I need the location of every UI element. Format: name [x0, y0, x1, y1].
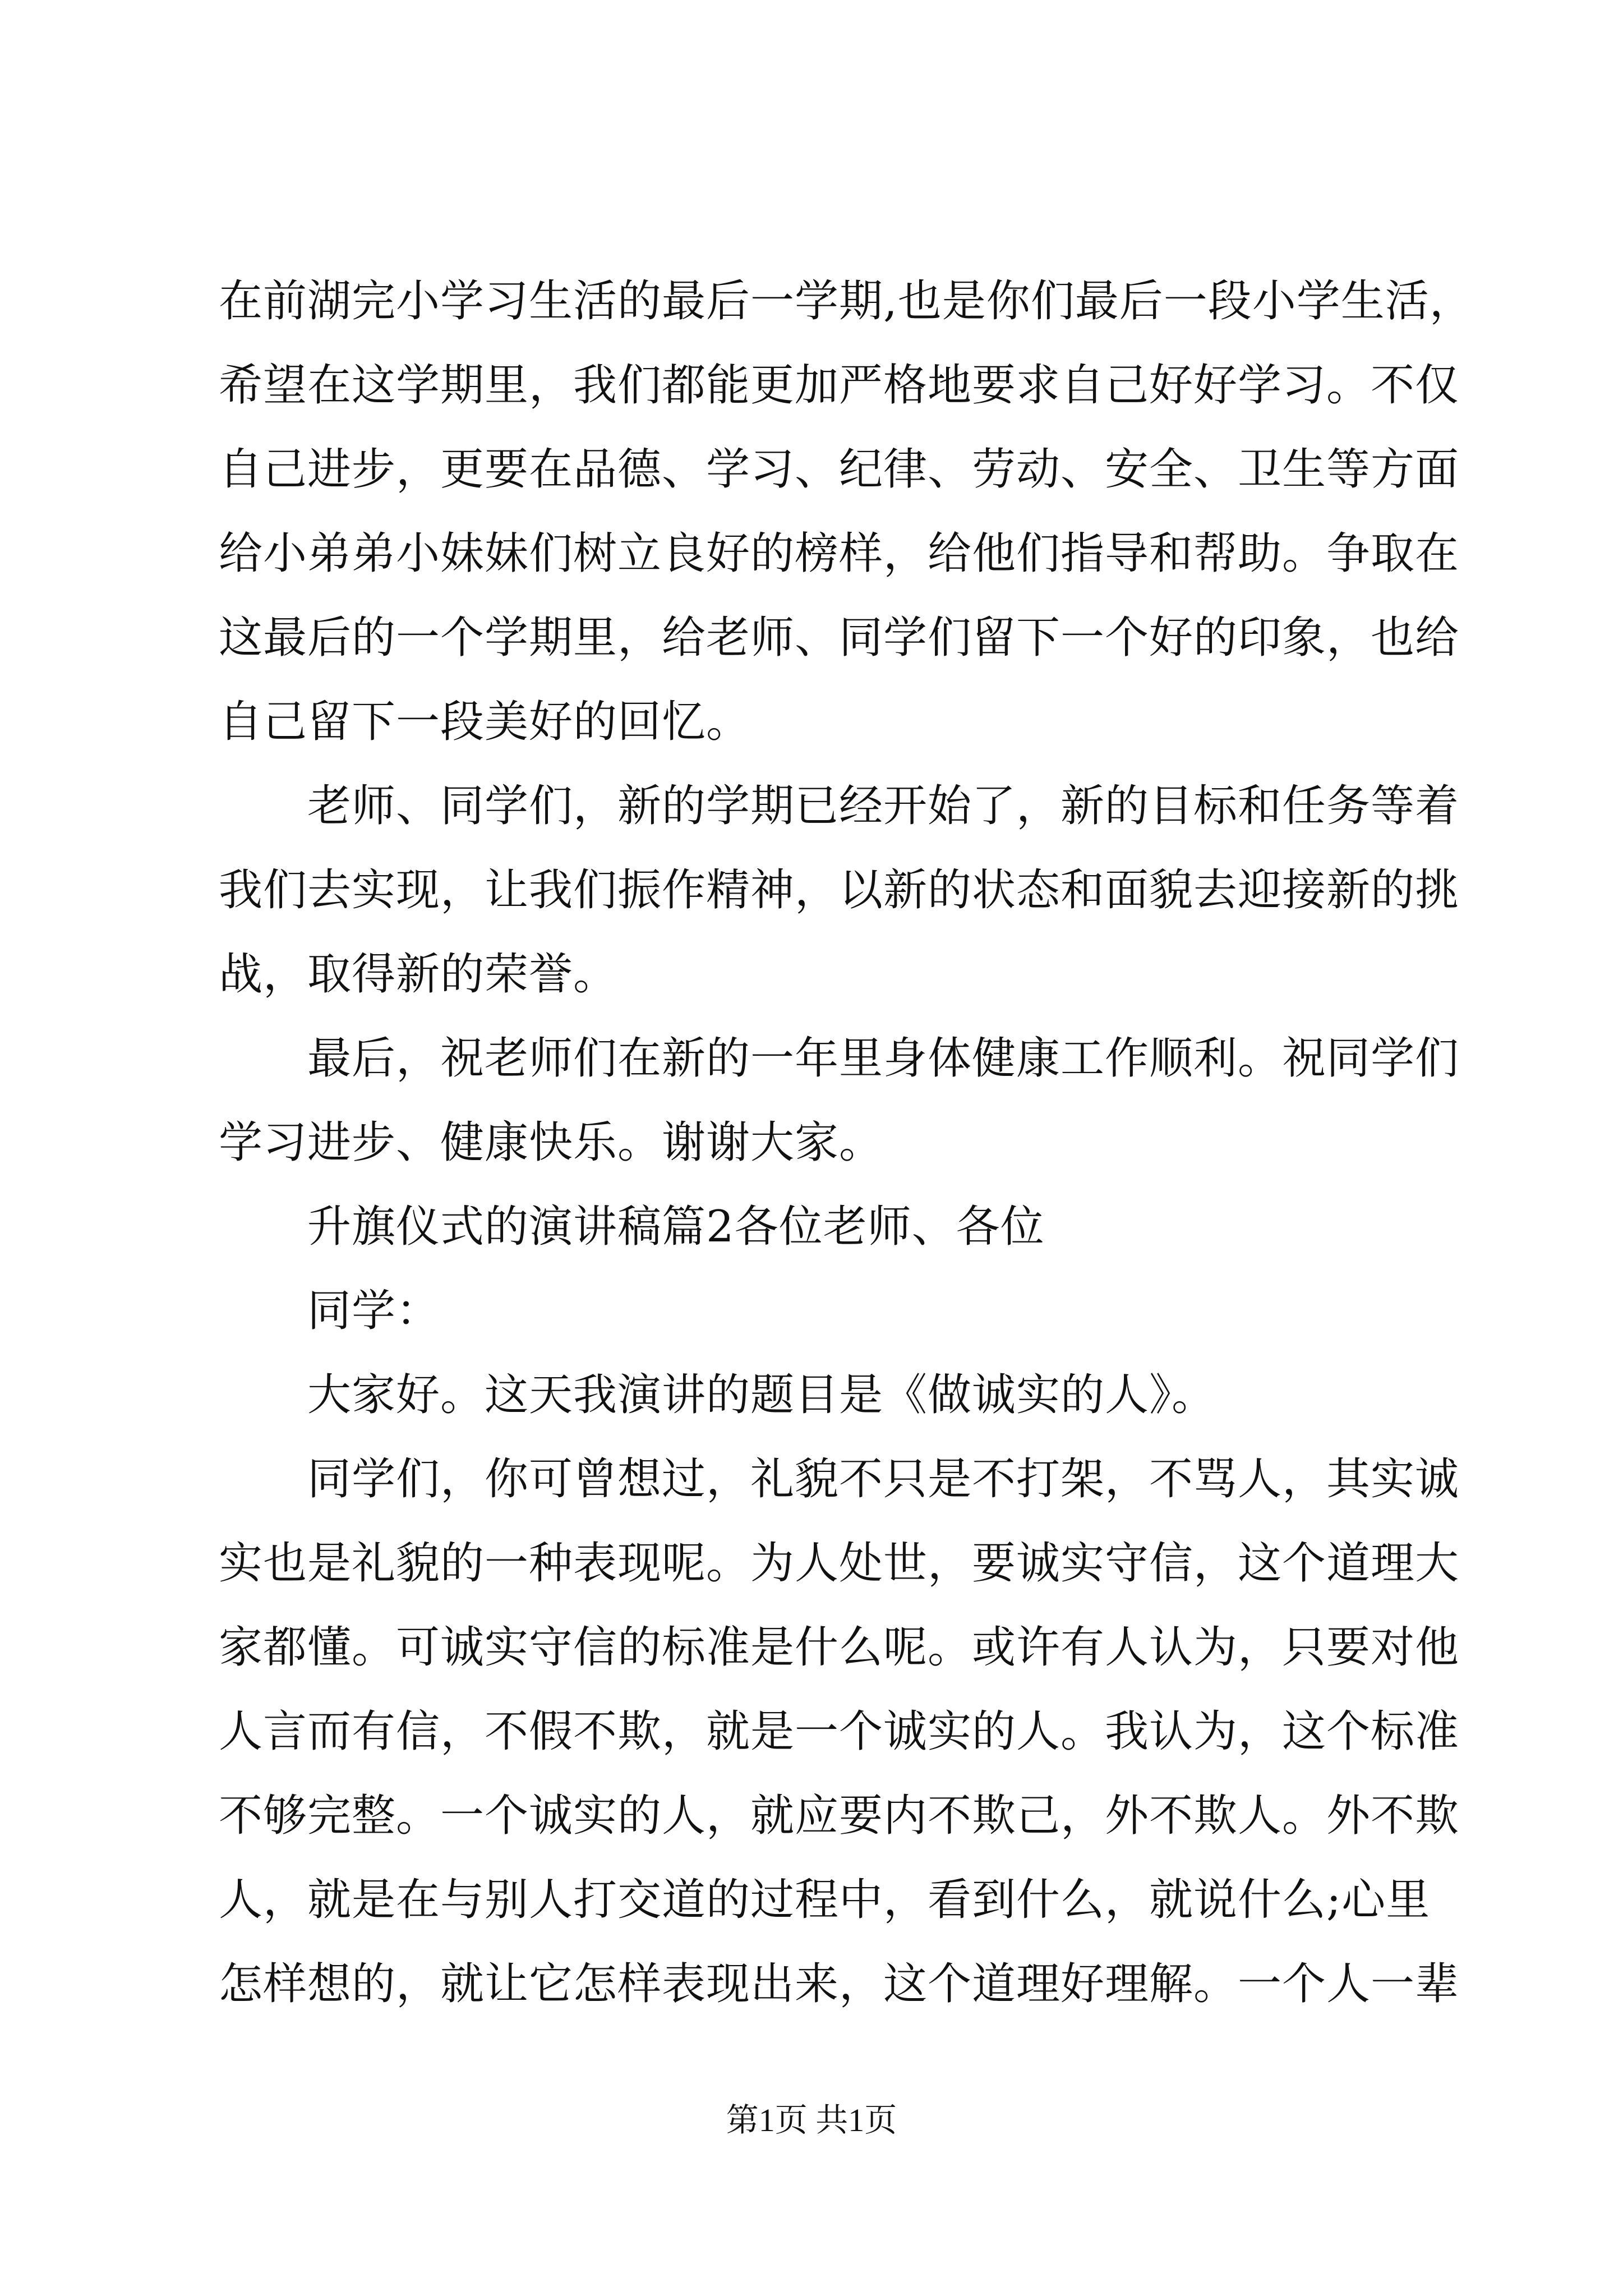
text-line: 给小弟弟小妹妹们树立良好的榜样，给他们指导和帮助。争取在	[219, 528, 1460, 579]
text-line: 家都懂。可诚实守信的标准是什么呢。或许有人认为，只要对他	[219, 1622, 1460, 1673]
text-line: 希望在这学期里，我们都能更加严格地要求自己好好学习。不仅	[219, 360, 1460, 411]
text-line: 同学们，你可曾想过，礼貌不只是不打架，不骂人，其实诚	[307, 1454, 1460, 1504]
text-line: 在前湖完小学习生活的最后一学期,也是你们最后一段小学生活，	[219, 276, 1474, 326]
text-line: 老师、同学们，新的学期已经开始了，新的目标和任务等着	[307, 781, 1460, 831]
document-body	[219, 259, 1474, 2026]
text-line: 人言而有信，不假不欺，就是一个诚实的人。我认为，这个标准	[219, 1706, 1460, 1757]
text-line: 自己进步，更要在品德、学习、纪律、劳动、安全、卫生等方面	[219, 444, 1460, 495]
text-line: 不够完整。一个诚实的人，就应要内不欺己，外不欺人。外不欺	[219, 1791, 1460, 1841]
text-line: 我们去实现，让我们振作精神，以新的状态和面貌去迎接新的挑	[219, 865, 1460, 915]
text-line: 人，就是在与别人打交道的过程中，看到什么，就说什么;心里	[219, 1875, 1431, 1925]
text-line: 这最后的一个学期里，给老师、同学们留下一个好的印象，也给	[219, 613, 1460, 663]
text-line: 战，取得新的荣誉。	[219, 949, 618, 1000]
text-line: 学习进步、健康快乐。谢谢大家。	[219, 1117, 884, 1168]
text-line: 自己留下一段美好的回忆。	[219, 697, 751, 747]
text-line: 实也是礼貌的一种表现呢。为人处世，要诚实守信，这个道理大	[219, 1538, 1460, 1589]
page-number-footer: 第1页 共1页	[726, 2102, 897, 2138]
text-line: 大家好。这天我演讲的题目是《做诚实的人》。	[307, 1370, 1216, 1420]
text-line: 怎样想的，就让它怎样表现出来，这个道理好理解。一个人一辈	[219, 1959, 1460, 2009]
text-line: 同学：	[307, 1286, 441, 1336]
text-line: 最后，祝老师们在新的一年里身体健康工作顺利。祝同学们	[307, 1033, 1460, 1084]
section-heading: 升旗仪式的演讲稿篇2各位老师、各位	[307, 1202, 1045, 1252]
